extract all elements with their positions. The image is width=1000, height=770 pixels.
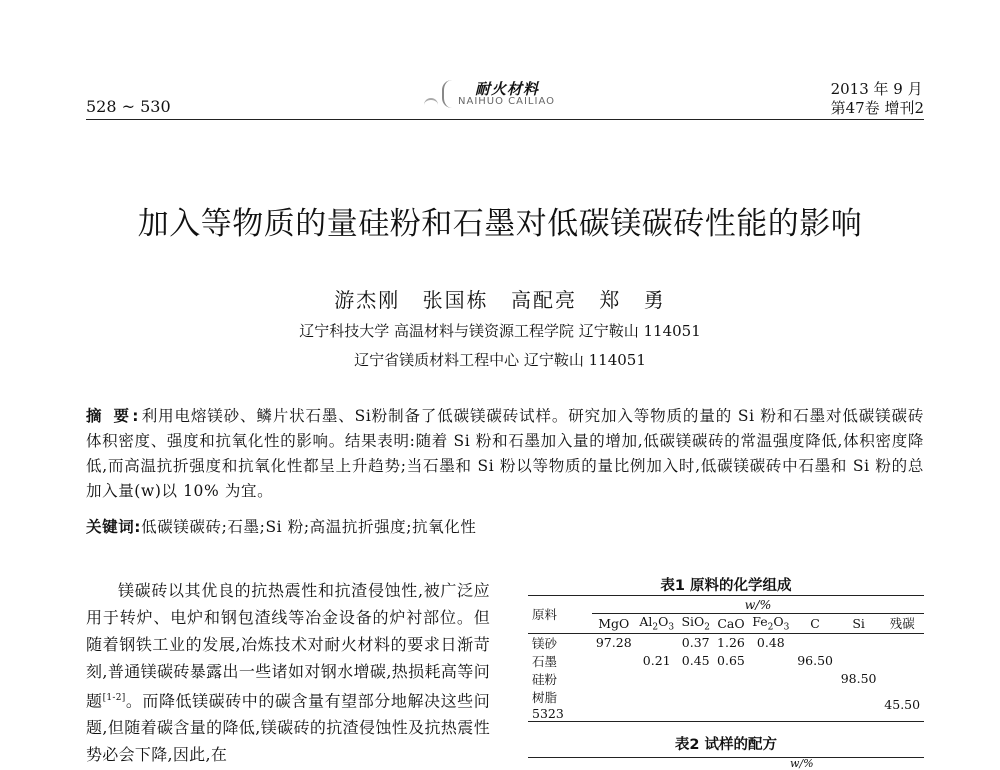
cell [636, 633, 678, 652]
column-header: $Al_2O_3$ [636, 614, 678, 634]
logo-swoosh-icon [424, 98, 438, 110]
abstract-label: 摘 要: [86, 407, 142, 425]
keywords [86, 515, 924, 537]
cell [880, 652, 924, 670]
author: 游杰刚 [334, 288, 401, 312]
logo-arc-icon [442, 80, 458, 108]
column-header: CaO [714, 614, 749, 634]
keywords-text: 低碳镁碳砖;石墨;Si 粉;高温抗折强度;抗氧化性 [141, 518, 477, 536]
cell [880, 670, 924, 688]
table-row [528, 688, 924, 722]
table1 [528, 595, 924, 722]
cell: 45.50 [880, 688, 924, 722]
cell [636, 670, 678, 688]
body-paragraph [86, 577, 490, 768]
author: 高配亮 [511, 288, 577, 312]
row-header: 原料 [528, 596, 592, 634]
body-text: 。而降低镁碳砖中的碳含量有望部分地解决这些问题,但随着碳含量的降低,镁碳砖的抗渣侵蚀性及抗热震性势必会下降,因此,在 [86, 691, 490, 765]
column-header: MgO [592, 614, 636, 634]
column-header: C [793, 614, 837, 634]
row-name: 树脂 5323 [528, 688, 592, 722]
table2-caption: 表2 试样的配方 [674, 737, 778, 753]
author: 郑 勇 [599, 288, 666, 312]
cell: 0.48 [756, 635, 785, 650]
cell [636, 688, 678, 722]
cell [678, 688, 714, 722]
cell: 0.65 [717, 653, 745, 668]
journal-name-en: NAIHUO CAILIAO [458, 96, 555, 107]
abstract [86, 404, 924, 504]
column-header: 残碳 [880, 614, 924, 634]
cell [714, 670, 749, 688]
column-header: SiO$_2$ [678, 614, 714, 634]
table2-unit: w/% [790, 757, 814, 770]
column-header: Si [837, 614, 881, 634]
author-list [0, 284, 1000, 313]
cell [592, 688, 636, 722]
keywords-label: 关键词: [86, 518, 142, 536]
column-header: $Fe_2O_3$ [748, 614, 793, 634]
cell [748, 652, 793, 670]
header-rule [86, 119, 924, 120]
citation: [1-2] [102, 693, 126, 703]
page-range: 528 ~ 530 [86, 97, 171, 116]
row-name: 镁砂 [532, 635, 558, 651]
cell: 97.28 [595, 635, 632, 650]
abstract-text: 利用电熔镁砂、鳞片状石墨、Si粉制备了低碳镁碳砖试样。研究加入等物质的量的 Si 粉和石墨对低碳镁碳砖体积密度、强度和抗氧化性的影响。结果表明:随着 Si 粉和石墨加入量的增加,低碳镁碳砖的常温强度降低,体积密度降低,而高温抗折强度和抗氧化性都呈上升趋势;当石墨和 Si 粉以等物质的量比例加入时,低碳镁碳砖中石墨和 Si 粉的总加入量(w)以 10% 为宜。 [86, 407, 924, 500]
cell: 0.37 [681, 635, 710, 650]
unit-label: w/% [592, 596, 924, 614]
cell [592, 670, 636, 688]
cell: 0.45 [681, 653, 710, 668]
cell [714, 688, 749, 722]
cell [880, 633, 924, 652]
body-column [86, 577, 490, 768]
cell [837, 633, 881, 652]
body-text: 镁碳砖以其优良的抗热震性和抗渣侵蚀性,被广泛应用于转炉、电炉和钢包渣线等冶金设备的炉衬部位。但随着钢铁工业的发展,冶炼技术对耐火材料的要求日渐苛刻,普通镁碳砖暴露出一些诸如对钢水增碳,热损耗高等问题 [86, 581, 490, 711]
cell [837, 652, 881, 670]
cell [793, 670, 837, 688]
issue-date: 2013 年 9 月 [830, 80, 923, 98]
cell [837, 688, 881, 722]
cell [748, 688, 793, 722]
cell [678, 670, 714, 688]
issue-volume: 第47卷 增刊2 [830, 99, 924, 117]
issue-info [831, 80, 924, 118]
affiliation: 辽宁省镁质材料工程中心 辽宁鞍山 114051 [354, 351, 646, 369]
cell [793, 688, 837, 722]
journal-name-cn: 耐火材料 [475, 80, 540, 98]
author: 张国栋 [422, 288, 489, 312]
row-name: 石墨 [532, 653, 558, 669]
paper-title: 加入等物质的量硅粉和石墨对低碳镁碳砖性能的影响 [137, 206, 863, 242]
affiliation: 辽宁科技大学 高温材料与镁资源工程学院 辽宁鞍山 114051 [299, 322, 701, 340]
cell [793, 633, 837, 652]
cell: 1.26 [717, 635, 745, 650]
table1-caption: 表1 原料的化学组成 [660, 578, 792, 594]
cell [592, 652, 636, 670]
cell: 98.50 [840, 671, 877, 686]
cell: 0.21 [642, 653, 671, 668]
journal-logo [420, 78, 580, 112]
table-row [528, 670, 924, 688]
table2-top-rule [528, 757, 924, 758]
cell [748, 670, 793, 688]
table-row [528, 633, 924, 652]
cell: 96.50 [797, 653, 833, 668]
table-row [528, 652, 924, 670]
row-name: 硅粉 [532, 671, 558, 687]
